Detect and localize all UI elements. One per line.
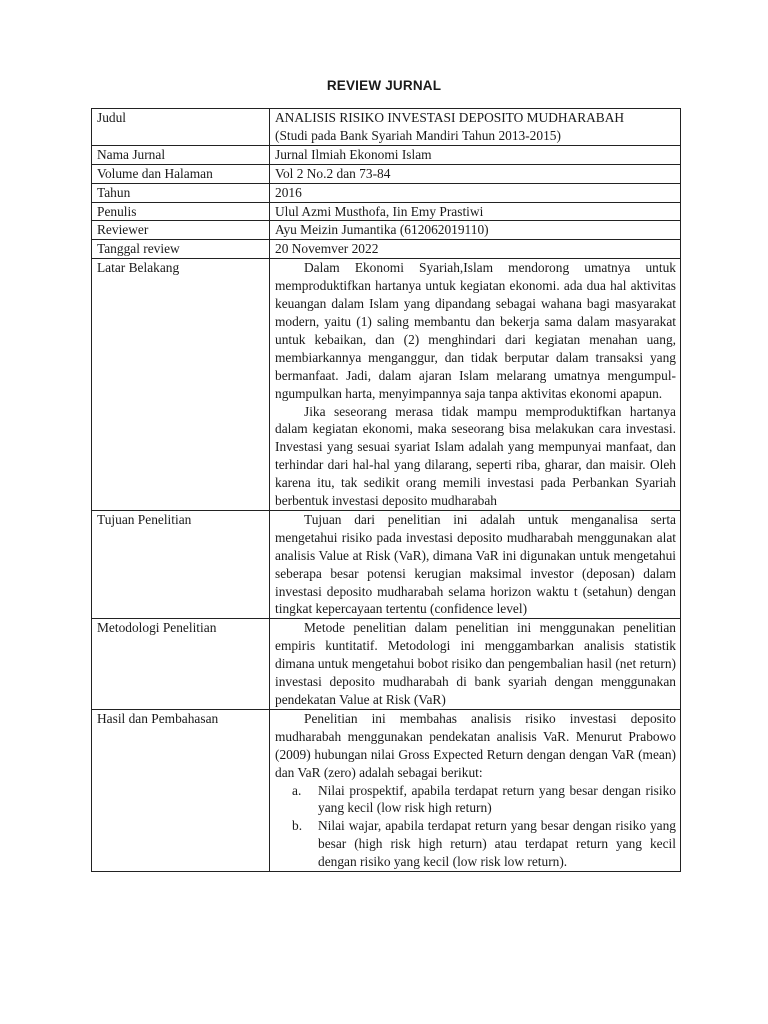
- label-tahun: Tahun: [92, 183, 270, 202]
- value-nama-jurnal: Jurnal Ilmiah Ekonomi Islam: [270, 145, 681, 164]
- value-hasil-pembahasan: [270, 709, 681, 871]
- review-table: [91, 108, 681, 872]
- label-latar-belakang: Latar Belakang: [92, 259, 270, 511]
- value-latar-belakang: [270, 259, 681, 511]
- row-tanggal-review: [92, 240, 681, 259]
- list-item: [275, 782, 676, 818]
- row-nama-jurnal: [92, 145, 681, 164]
- metodologi-paragraph: Metode penelitian dalam penelitian ini menggunakan penelitian empiris kuntitatif. Metodologi ini menggambarkan analisis statistik dimana untuk mengetahui bobot risiko dan pengembalian hasil (net return) investasi deposito mudharabah di bank syariah dengan menggunakan pendekatan Value at Risk (VaR): [275, 620, 676, 707]
- value-tahun: 2016: [270, 183, 681, 202]
- value-tujuan-penelitian: [270, 510, 681, 618]
- row-metodologi-penelitian: [92, 619, 681, 710]
- label-metodologi-penelitian: Metodologi Penelitian: [92, 619, 270, 710]
- label-penulis: Penulis: [92, 202, 270, 221]
- list-item-marker: b.: [292, 818, 303, 834]
- hasil-intro-paragraph: Penelitian ini membahas analisis risiko investasi deposito mudharabah menggunakan pendekatan analisis VaR. Menurut Prabowo (2009) hubungan nilai Gross Expected Return dengan dengan VaR (mean) dan VaR (zero) adalah sebagai berikut:: [275, 710, 676, 780]
- label-tujuan-penelitian: Tujuan Penelitian: [92, 510, 270, 618]
- latar-paragraph-2: Jika seseorang merasa tidak mampu memproduktifkan hartanya dalam kegiatan ekonomi, maka seseorang bisa melakukan cara investasi. Investasi yang sesuai syariat Islam adalah yang mempunyai manfaat, dan terhindar dari hal-hal yang dilarang, seperti riba, gharar, dan maisir. Oleh karena itu, tak sedikit orang memili investasi pada Perbankan Syariah berbentuk investasi deposito mudharabah: [275, 403, 676, 509]
- list-item: [275, 817, 676, 871]
- latar-paragraph-1: Dalam Ekonomi Syariah,Islam mendorong umatnya untuk memproduktifkan hartanya untuk kegiatan ekonomi. ada dua hal aktivitas keuangan dalam Islam yang dipandang sebagai wahana bagi masyarakat modern, yaitu (1) saling membantu dan bekerja sama dalam masyarakat untuk kebaikan, dan (2) menghindari dari kegiatan menahan uang, membiarkannya menganggur, dan tidak berputar dalam transaksi yang bermanfaat. Jadi, dalam ajaran Islam melarang umatnya mengumpul- ngumpulkan harta, menyimpannya saja tanpa aktivitas ekonomi apapun.: [275, 260, 676, 401]
- row-reviewer: [92, 221, 681, 240]
- value-tanggal-review: 20 Novemver 2022: [270, 240, 681, 259]
- list-item-marker: a.: [292, 782, 302, 798]
- value-penulis: Ulul Azmi Musthofa, Iin Emy Prastiwi: [270, 202, 681, 221]
- row-judul: [92, 109, 681, 146]
- list-item-text: Nilai prospektif, apabila terdapat return yang besar dengan risiko yang kecil (low risk high return): [318, 782, 676, 816]
- label-tanggal-review: Tanggal review: [92, 240, 270, 259]
- value-judul: [270, 109, 681, 146]
- label-hasil-pembahasan: Hasil dan Pembahasan: [92, 709, 270, 871]
- value-volume: Vol 2 No.2 dan 73-84: [270, 164, 681, 183]
- label-nama-jurnal: Nama Jurnal: [92, 145, 270, 164]
- page-title: REVIEW JURNAL: [326, 78, 442, 93]
- label-judul: Judul: [92, 109, 270, 146]
- label-volume: Volume dan Halaman: [92, 164, 270, 183]
- value-reviewer: Ayu Meizin Jumantika (612062019110): [270, 221, 681, 240]
- row-volume: [92, 164, 681, 183]
- label-reviewer: Reviewer: [92, 221, 270, 240]
- tujuan-paragraph: Tujuan dari penelitian ini adalah untuk menganalisa serta mengetahui risiko pada investasi deposito mudharabah menggunakan alat analisis Value at Risk (VaR), dimana VaR ini digunakan untuk mengetahui seberapa besar potensi kerugian maksimal investor (deposan) dalam investasi deposito mudharabah selama horizon waktu t (setahun) dengan tingkat kepercayaan tertentu (confidence level): [275, 511, 676, 617]
- row-tahun: [92, 183, 681, 202]
- row-penulis: [92, 202, 681, 221]
- hasil-list: [275, 782, 676, 872]
- list-item-text: Nilai wajar, apabila terdapat return yang besar dengan risiko yang besar (high risk high return) atau terdapat return yang kecil dengan risiko yang kecil (low risk low return).: [318, 818, 676, 870]
- row-tujuan-penelitian: [92, 510, 681, 618]
- value-metodologi-penelitian: [270, 619, 681, 710]
- row-hasil-pembahasan: [92, 709, 681, 871]
- judul-line-1: ANALISIS RISIKO INVESTASI DEPOSITO MUDHARABAH: [275, 110, 625, 125]
- row-latar-belakang: [92, 259, 681, 511]
- judul-line-2: (Studi pada Bank Syariah Mandiri Tahun 2013-2015): [275, 127, 561, 143]
